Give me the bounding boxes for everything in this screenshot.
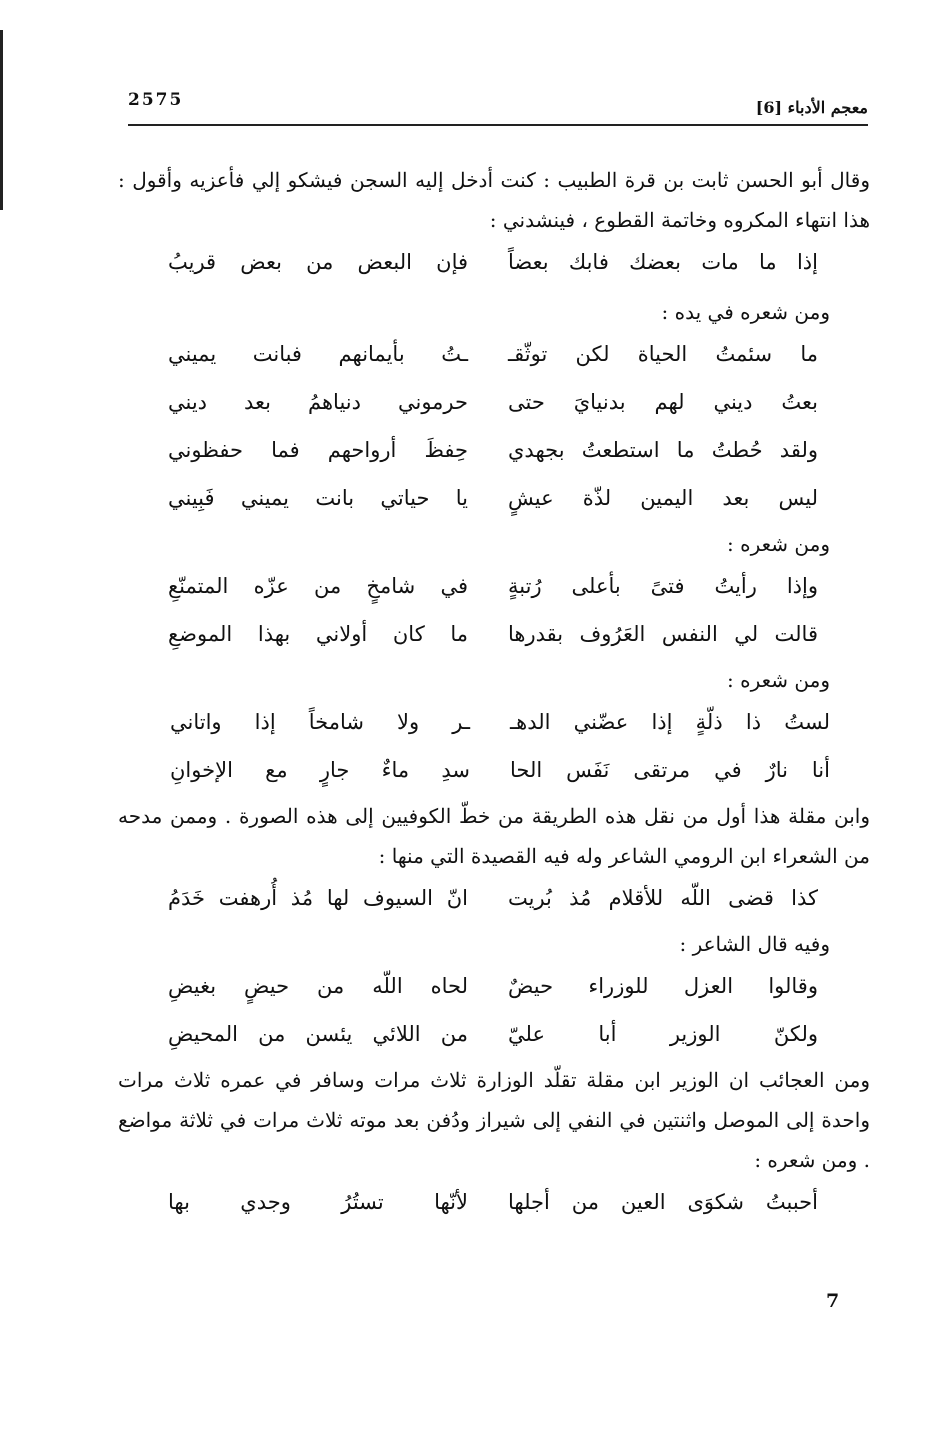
hemistich-first: كذا قضى اللّه للأقلام مُذ بُريت — [508, 886, 818, 910]
verse-line — [118, 240, 870, 288]
hemistich-second: لأنّها تستُرُ وجدي بها — [168, 1190, 468, 1214]
verse-line — [118, 876, 870, 924]
page-header — [128, 88, 868, 124]
hemistich-second: يا حياتي بانت يميني فَبِيني — [168, 486, 468, 510]
verse-line — [118, 332, 870, 380]
verse-line — [118, 1012, 870, 1060]
verse-line — [118, 964, 870, 1012]
page-number: 2575 — [128, 90, 184, 110]
hemistich-second: لحاه اللّه من حيضٍ بغيضِ — [168, 974, 468, 998]
hemistich-second: من اللائي يئسن من المحيضِ — [168, 1022, 468, 1046]
verse-line — [118, 564, 870, 612]
paragraph-2: وابن مقلة هذا أول من نقل هذه الطريقة من خطّ الكوفيين إلى هذه الصورة . وممن مدحه من الشعراء ابن الرومي الشاعر وله فيه القصيدة التي منها : — [118, 804, 870, 868]
paragraph-1: وقال أبو الحسن ثابت بن قرة الطبيب : كنت أدخل إليه السجن فيشكو إلي فأعزيه وأقول : هذا انتهاء المكروه وخاتمة القطوع ، فينشدني : — [118, 168, 870, 232]
scan-margin-line — [0, 30, 3, 210]
verse-intro: ومن شعره : — [727, 668, 830, 692]
verse-line — [118, 748, 870, 796]
hemistich-first: أنا نارٌ في مرتقى نَفَس الحا — [510, 758, 830, 782]
hemistich-second: ـتُ بأيمانهم فبانت يميني — [168, 342, 468, 366]
paragraph-3: ومن العجائب ان الوزير ابن مقلة تقلّد الوزارة ثلاث مرات وسافر في عمره ثلاث مرات واحدة إلى الموصل واثنتين في النفي إلى شيراز ودُفن بعد موته ثلاث مرات في ثلاثة مواضع . ومن شعره : — [118, 1068, 870, 1172]
hemistich-first: أحببتُ شكوَى العين من أجلها — [508, 1190, 818, 1214]
hemistich-first: لستُ ذا ذلّةٍ إذا عضّني الدهـ — [510, 710, 830, 734]
hemistich-first: ولكنّ الوزير أبا عليّ — [508, 1022, 818, 1046]
hemistich-first: بعتُ ديني لهم بدنيايَ حتى — [508, 390, 818, 414]
verse-line — [118, 476, 870, 524]
hemistich-first: وإذا رأيتُ فتىً بأعلى رُتبةٍ — [508, 574, 818, 598]
hemistich-first: إذا ما مات بعضك فابك بعضاً — [508, 250, 818, 274]
hemistich-first: ولقد حُطتُ ما استطعتُ بجهدي — [508, 438, 818, 462]
hemistich-second: انّ السيوف لها مُذ أُرهفت خَدَمُ — [168, 886, 468, 910]
hemistich-first: قالت لي النفس العَرُوف بقدرها — [508, 622, 818, 646]
verse-intro: وفيه قال الشاعر : — [679, 932, 830, 956]
hemistich-first: ما سئمتُ الحياة لكن توثّقـ — [508, 342, 818, 366]
hemistich-second: في شامخٍ من عزّه المتمنّعِ — [168, 574, 468, 598]
verse-intro: ومن شعره : — [727, 532, 830, 556]
page-body — [118, 160, 870, 1228]
hemistich-second: حرموني دنياهمُ بعد ديني — [168, 390, 468, 414]
header-rule — [128, 124, 868, 126]
verse-line — [118, 380, 870, 428]
hemistich-first: وقالوا العزل للوزراء حيضٌ — [508, 974, 818, 998]
running-title: معجم الأدباء [6] — [755, 98, 868, 117]
hemistich-second: حِفظَ أرواحهم فما حفظوني — [168, 438, 468, 462]
hemistich-second: فإن البعض من بعض قريبُ — [168, 250, 468, 274]
verse-line — [118, 1180, 870, 1228]
hemistich-first: ليس بعد اليمين لذّة عيشٍ — [508, 486, 818, 510]
hemistich-second: ـر ولا شامخاً إذا واتاني — [170, 710, 470, 734]
verse-intro: ومن شعره في يده : — [661, 300, 830, 324]
verse-line — [118, 612, 870, 660]
signature-mark: 7 — [826, 1290, 840, 1312]
hemistich-second: ما كان أولاني بهذا الموضعِ — [168, 622, 468, 646]
verse-line — [118, 700, 870, 748]
verse-line — [118, 428, 870, 476]
hemistich-second: سدِ ماءٌ جارٍ مع الإخوانِ — [170, 758, 470, 782]
